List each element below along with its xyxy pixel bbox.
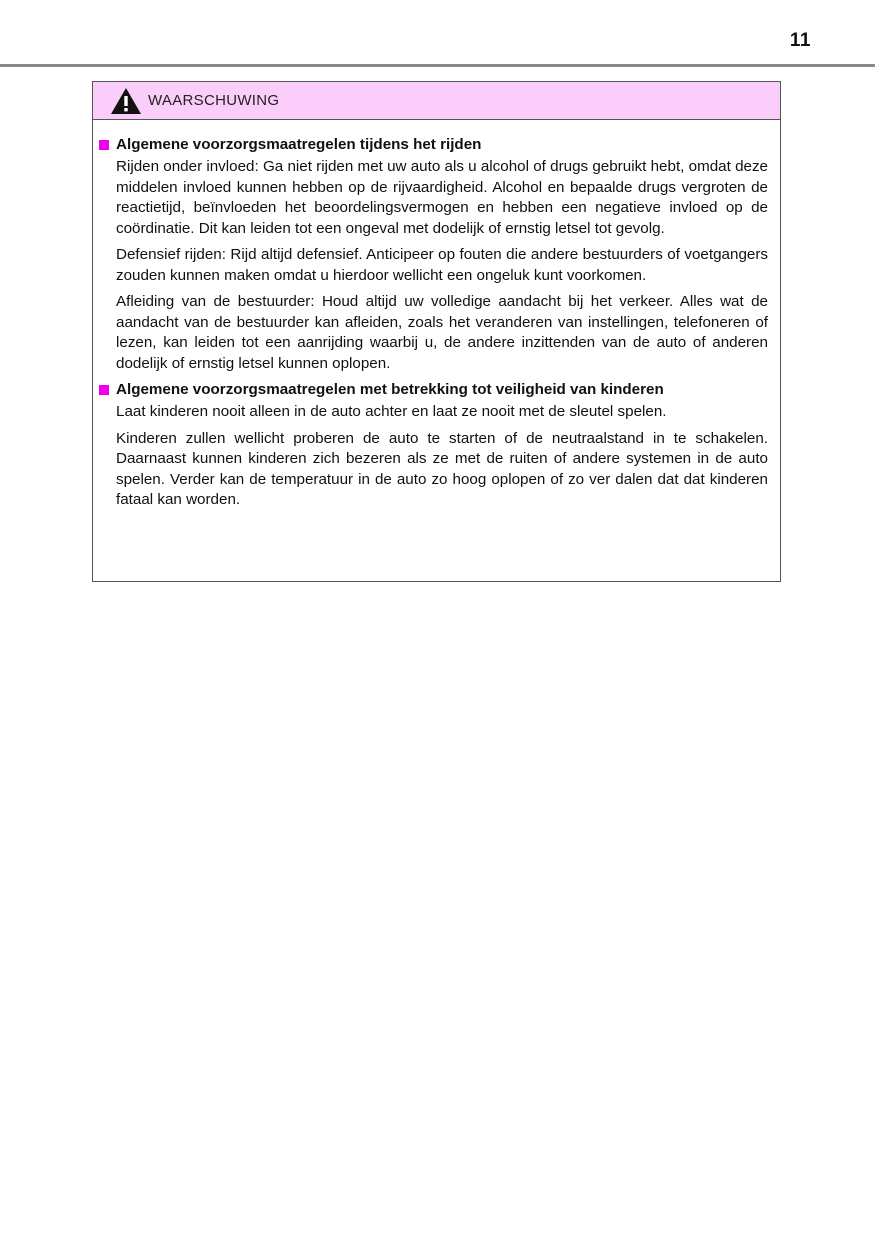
section-heading — [99, 135, 768, 155]
page-number: 11 — [789, 30, 811, 51]
bullet-square-icon — [99, 140, 109, 150]
header-divider — [0, 64, 875, 67]
warning-title: WAARSCHUWING — [148, 92, 280, 109]
section-heading-text: Algemene voorzorgsmaatregelen met betrekking tot veiligheid van kinderen — [116, 381, 664, 398]
section-heading-text: Algemene voorzorgsmaatregelen tijdens het rijden — [116, 136, 482, 153]
paragraph: Kinderen zullen wellicht proberen de auto te starten of de neutraalstand in te schakelen. Daarnaast kunnen kinderen zich bezeren als ze met de ruiten of andere systemen in de auto spelen. Verder kan de temperatuur in de auto zo hoog oplopen of zo ver dalen dat dat kinderen fataal kan worden. — [116, 429, 768, 508]
warning-box — [92, 81, 781, 582]
bullet-square-icon — [99, 385, 109, 395]
paragraph: Rijden onder invloed: Ga niet rijden met uw auto als u alcohol of drugs gebruikt hebt, omdat deze middelen invloed kunnen hebben op de rijvaardigheid. Alcohol en bepaalde drugs vergroten de reactietijd, beïnvloeden het beoordelingsvermogen en hebben een negatieve invloed op de coördinatie. Dit kan leiden tot een ongeval met dodelijk of ernstig letsel tot gevolg. — [116, 158, 768, 237]
warning-header — [93, 82, 780, 120]
paragraph: Defensief rijden: Rijd altijd defensief. Anticipeer op fouten die andere bestuurders of voetgangers zouden kunnen maken omdat u hierdoor wellicht een ongeluk kunt voorkomen. — [116, 246, 768, 284]
paragraph: Afleiding van de bestuurder: Houd altijd uw volledige aandacht bij het verkeer. Alles wat de aandacht van de bestuurder kan afleiden, zoals het veranderen van instellingen, telefoneren of lezen, kan leiden tot een aanrijding waarbij u, de andere inzittenden van de auto of anderen dodelijk of ernstig letsel kunnen oplopen. — [116, 293, 768, 372]
paragraph: Laat kinderen nooit alleen in de auto achter en laat ze nooit met de sleutel spelen. — [116, 403, 667, 420]
warning-content — [93, 120, 780, 511]
warning-triangle-icon — [110, 87, 142, 115]
section-heading — [99, 380, 768, 400]
